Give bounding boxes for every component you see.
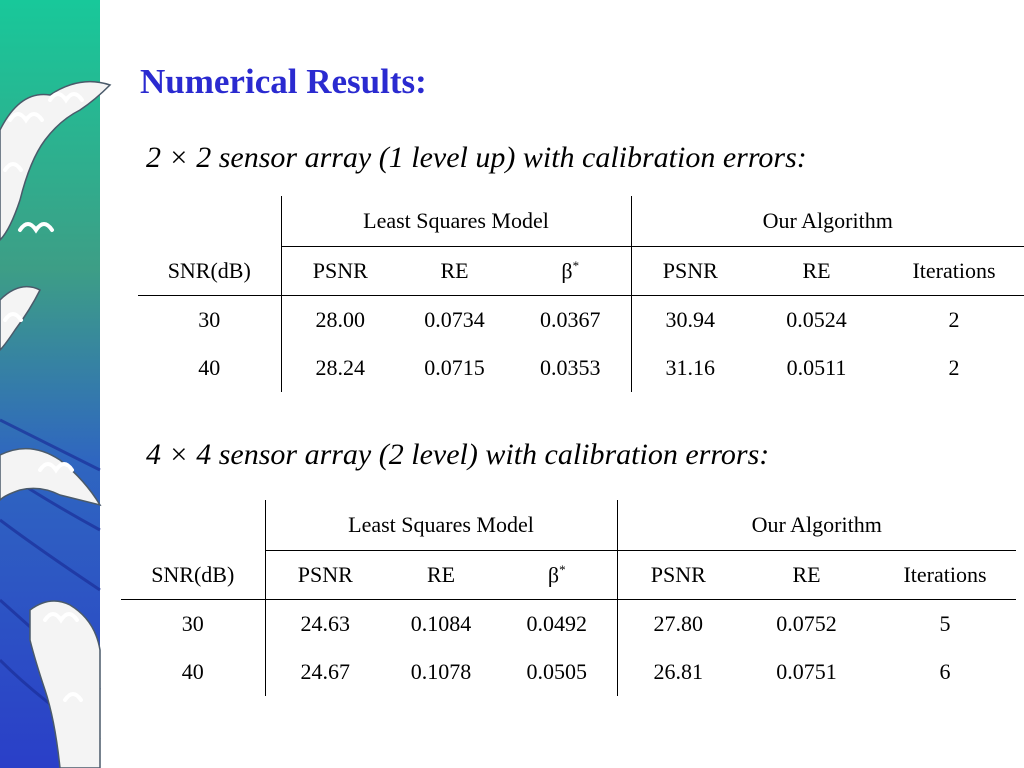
cell-iterations: 2 [948, 307, 960, 332]
cell-iterations: 6 [939, 659, 951, 684]
cell-psnr: 30.94 [631, 296, 749, 345]
col-header-re: RE [399, 247, 510, 296]
cell-re: 0.0752 [776, 611, 837, 636]
col-header-re: RE [385, 551, 497, 600]
cell-re: 0.0734 [424, 307, 485, 332]
table-group-header-row [138, 196, 1024, 247]
table-column-header-row [121, 551, 1016, 600]
cell-psnr: 24.63 [265, 600, 385, 649]
cell-iterations: 2 [948, 355, 960, 380]
group-least-squares: Least Squares Model [265, 500, 617, 551]
cell-snr: 40 [198, 355, 221, 380]
col-header-psnr: PSNR [281, 247, 399, 296]
table-row [138, 296, 1024, 345]
cell-re: 0.0511 [786, 355, 847, 380]
col-header-psnr: PSNR [617, 551, 739, 600]
results-table-2x2 [138, 196, 1024, 392]
cell-snr: 30 [181, 611, 204, 636]
cell-psnr: 31.16 [631, 344, 749, 392]
cell-psnr: 28.00 [281, 296, 399, 345]
cell-snr: 40 [181, 659, 204, 684]
cell-snr: 30 [198, 307, 221, 332]
cell-beta: 0.0353 [540, 355, 601, 380]
wave-decoration [0, 0, 112, 768]
cell-re: 0.1084 [410, 611, 472, 636]
cell-psnr: 27.80 [617, 600, 739, 649]
cell-re: 0.1078 [410, 659, 472, 684]
table-row [121, 648, 1016, 696]
cell-psnr: 26.81 [617, 648, 739, 696]
group-least-squares: Least Squares Model [281, 196, 631, 247]
col-header-snr: SNR(dB) [138, 247, 281, 296]
table-group-header-row [121, 500, 1016, 551]
cell-re: 0.0751 [776, 659, 837, 684]
results-table-4x4 [121, 500, 1016, 696]
cell-beta: 0.0492 [526, 611, 587, 636]
cell-iterations: 5 [939, 611, 951, 636]
col-header-psnr: PSNR [265, 551, 385, 600]
slide-title: Numerical Results: [140, 62, 427, 101]
cell-psnr: 24.67 [265, 648, 385, 696]
table-2-caption: 4 × 4 sensor array (2 level) with calibration errors: [146, 438, 770, 471]
col-header-iterations: Iterations [874, 551, 1016, 600]
col-header-beta: β* [497, 551, 617, 600]
col-header-iterations: Iterations [884, 247, 1024, 296]
cell-beta: 0.0367 [540, 307, 601, 332]
group-our-algorithm: Our Algorithm [617, 500, 1016, 551]
table-column-header-row [138, 247, 1024, 296]
table-row [121, 600, 1016, 649]
table-row [138, 344, 1024, 392]
cell-re: 0.0715 [424, 355, 485, 380]
cell-beta: 0.0505 [526, 659, 587, 684]
col-header-snr: SNR(dB) [121, 551, 265, 600]
table-1-caption: 2 × 2 sensor array (1 level up) with calibration errors: [146, 141, 807, 174]
col-header-re: RE [749, 247, 884, 296]
cell-re: 0.0524 [786, 307, 847, 332]
group-our-algorithm: Our Algorithm [631, 196, 1024, 247]
col-header-beta: β* [510, 247, 631, 296]
col-header-re: RE [739, 551, 874, 600]
cell-psnr: 28.24 [281, 344, 399, 392]
col-header-psnr: PSNR [631, 247, 749, 296]
